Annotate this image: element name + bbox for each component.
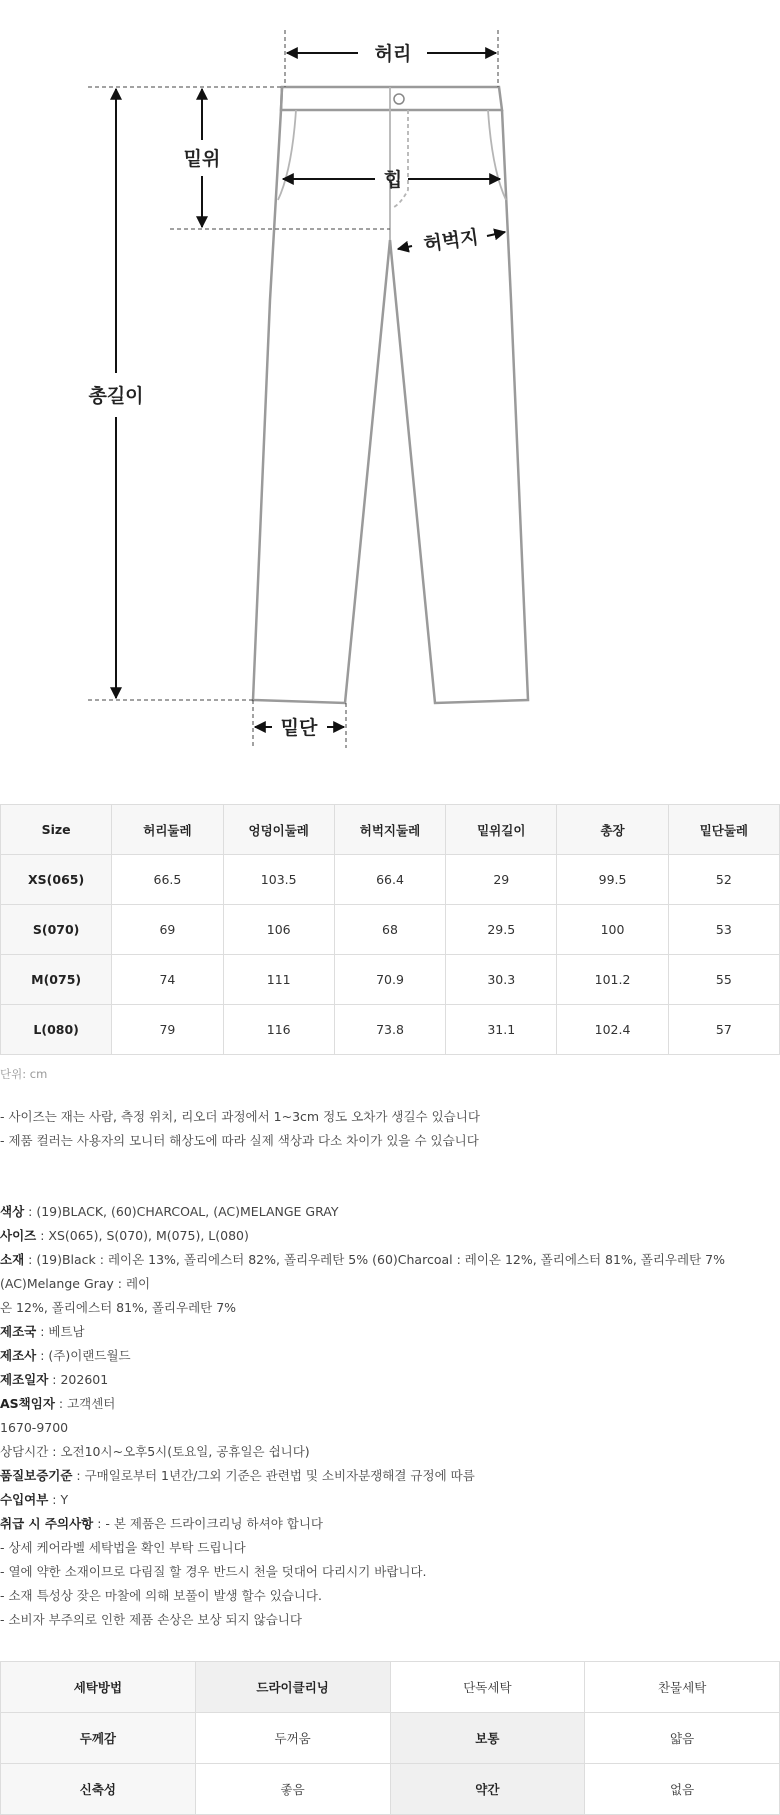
table-cell: 101.2: [557, 955, 668, 1005]
care-option-selected: 드라이클리닝: [195, 1662, 390, 1713]
info-label: 사이즈: [0, 1228, 37, 1243]
hip-label: 힙: [383, 169, 403, 191]
care-option: 찬물세탁: [585, 1662, 780, 1713]
size-note: - 사이즈는 재는 사람, 측정 위치, 리오더 과정에서 1~3cm 정도 오차가 생길수 있습니다: [0, 1109, 480, 1124]
table-cell: 55: [668, 955, 779, 1005]
info-value: : Y: [48, 1492, 69, 1507]
table-cell: 29.5: [446, 905, 557, 955]
color-info: [0, 1200, 780, 1224]
care-option: 좋음: [195, 1764, 390, 1815]
caution-info: [0, 1512, 780, 1536]
as-manager-info: [0, 1392, 780, 1416]
care-option: 얇음: [585, 1713, 780, 1764]
caution-line: - 소비자 부주의로 인한 제품 손상은 보상 되지 않습니다: [0, 1612, 302, 1627]
pants-measurement-diagram: [0, 0, 780, 770]
table-cell: 103.5: [223, 855, 334, 905]
dimension-arrows: [116, 53, 505, 727]
table-cell: 70.9: [334, 955, 445, 1005]
thigh-header-cell: 허벅지둘레: [334, 805, 445, 855]
table-row: [1, 905, 780, 955]
table-cell: 79: [112, 1005, 223, 1055]
stretch-row: [1, 1764, 780, 1815]
size-info: [0, 1224, 780, 1248]
size-table-header-row: [1, 805, 780, 855]
info-value: : - 본 제품은 드라이크리닝 하셔야 합니다: [93, 1516, 323, 1531]
care-row-header: 세탁방법: [1, 1662, 196, 1713]
product-info: [0, 1200, 780, 1632]
info-value: : 202601: [48, 1372, 109, 1387]
material-info-continued: 온 12%, 폴리에스터 81%, 폴리우레탄 7%: [0, 1300, 237, 1315]
table-cell: 100: [557, 905, 668, 955]
info-value: : (19)BLACK, (60)CHARCOAL, (AC)MELANGE GRAY: [24, 1204, 339, 1219]
size-cell: M(075): [1, 955, 112, 1005]
info-label: 수입여부: [0, 1492, 49, 1507]
info-label: 소재: [0, 1252, 25, 1267]
info-value: : XS(065), S(070), M(075), L(080): [36, 1228, 249, 1243]
table-row: [1, 955, 780, 1005]
size-table: [0, 804, 780, 1055]
table-cell: 66.5: [112, 855, 223, 905]
info-label: 제조국: [0, 1324, 37, 1339]
total-length-label: 총길이: [88, 385, 144, 407]
table-cell: 66.4: [334, 855, 445, 905]
care-row-header: 두께감: [1, 1713, 196, 1764]
quality-info: [0, 1464, 780, 1488]
table-cell: 111: [223, 955, 334, 1005]
table-cell: 74: [112, 955, 223, 1005]
waist-label: 허리: [374, 43, 412, 65]
care-option: 단독세탁: [390, 1662, 585, 1713]
hem-header-cell: 밑단둘레: [668, 805, 779, 855]
table-row: [1, 855, 780, 905]
info-label: 취급 시 주의사항: [0, 1516, 94, 1531]
table-row: [1, 1005, 780, 1055]
size-cell: XS(065): [1, 855, 112, 905]
care-option: 두꺼움: [195, 1713, 390, 1764]
info-value: : (주)이랜드월드: [36, 1348, 131, 1363]
table-cell: 30.3: [446, 955, 557, 1005]
date-info: [0, 1368, 780, 1392]
size-cell: S(070): [1, 905, 112, 955]
table-cell: 99.5: [557, 855, 668, 905]
care-table: [0, 1661, 780, 1815]
thigh-label: 허벅지: [422, 226, 480, 256]
rise-label: 밑위: [183, 148, 221, 170]
length-header-cell: 총장: [557, 805, 668, 855]
phone-info: 1670-9700: [0, 1420, 69, 1435]
table-cell: 31.1: [446, 1005, 557, 1055]
country-info: [0, 1320, 780, 1344]
care-row-header: 신축성: [1, 1764, 196, 1815]
table-cell: 116: [223, 1005, 334, 1055]
info-label: 품질보증기준: [0, 1468, 73, 1483]
caution-line: - 소재 특성상 잦은 마찰에 의해 보풀이 발생 할수 있습니다.: [0, 1588, 322, 1603]
color-note: - 제품 컬러는 사용자의 모니터 해상도에 따라 실제 색상과 다소 차이가 있을 수 있습니다: [0, 1133, 479, 1148]
hours-info: 상담시간 : 오전10시~오후5시(토요일, 공휴일은 쉽니다): [0, 1444, 310, 1459]
thickness-row: [1, 1713, 780, 1764]
hip-header-cell: 엉덩이둘레: [223, 805, 334, 855]
care-option: 없음: [585, 1764, 780, 1815]
size-header-cell: Size: [1, 805, 112, 855]
import-info: [0, 1488, 780, 1512]
table-cell: 73.8: [334, 1005, 445, 1055]
info-value: : 베트남: [36, 1324, 85, 1339]
waist-header-cell: 허리둘레: [112, 805, 223, 855]
rise-header-cell: 밑위길이: [446, 805, 557, 855]
caution-line: - 상세 케어라벨 세탁법을 확인 부탁 드립니다: [0, 1540, 246, 1555]
button-icon: [394, 94, 404, 104]
info-value: : 구매일로부터 1년간/그외 기준은 관련법 및 소비자분쟁해결 규정에 따름: [72, 1468, 475, 1483]
info-label: 색상: [0, 1204, 25, 1219]
care-option-selected: 보통: [390, 1713, 585, 1764]
caution-line: - 열에 약한 소재이므로 다림질 할 경우 반드시 천을 덧대어 다리시기 바랍니다.: [0, 1564, 427, 1579]
info-label: AS책임자: [0, 1396, 55, 1411]
table-cell: 69: [112, 905, 223, 955]
material-info: [0, 1248, 780, 1296]
table-cell: 68: [334, 905, 445, 955]
table-cell: 53: [668, 905, 779, 955]
table-cell: 52: [668, 855, 779, 905]
wash-method-row: [1, 1662, 780, 1713]
table-cell: 57: [668, 1005, 779, 1055]
info-label: 제조일자: [0, 1372, 49, 1387]
table-cell: 106: [223, 905, 334, 955]
table-cell: 102.4: [557, 1005, 668, 1055]
hem-label: 밑단: [280, 717, 318, 739]
size-cell: L(080): [1, 1005, 112, 1055]
info-value: : (19)Black : 레이온 13%, 폴리에스터 82%, 폴리우레탄 5% (60)Charcoal : 레이온 12%, 폴리에스터 81%, 폴리우레탄 7% (AC)Melange Gray : 레이: [0, 1252, 725, 1291]
unit-note: 단위: cm: [0, 1067, 48, 1081]
info-value: : 고객센터: [54, 1396, 116, 1411]
care-option-selected: 약간: [390, 1764, 585, 1815]
manufacturer-info: [0, 1344, 780, 1368]
info-label: 제조사: [0, 1348, 37, 1363]
table-cell: 29: [446, 855, 557, 905]
